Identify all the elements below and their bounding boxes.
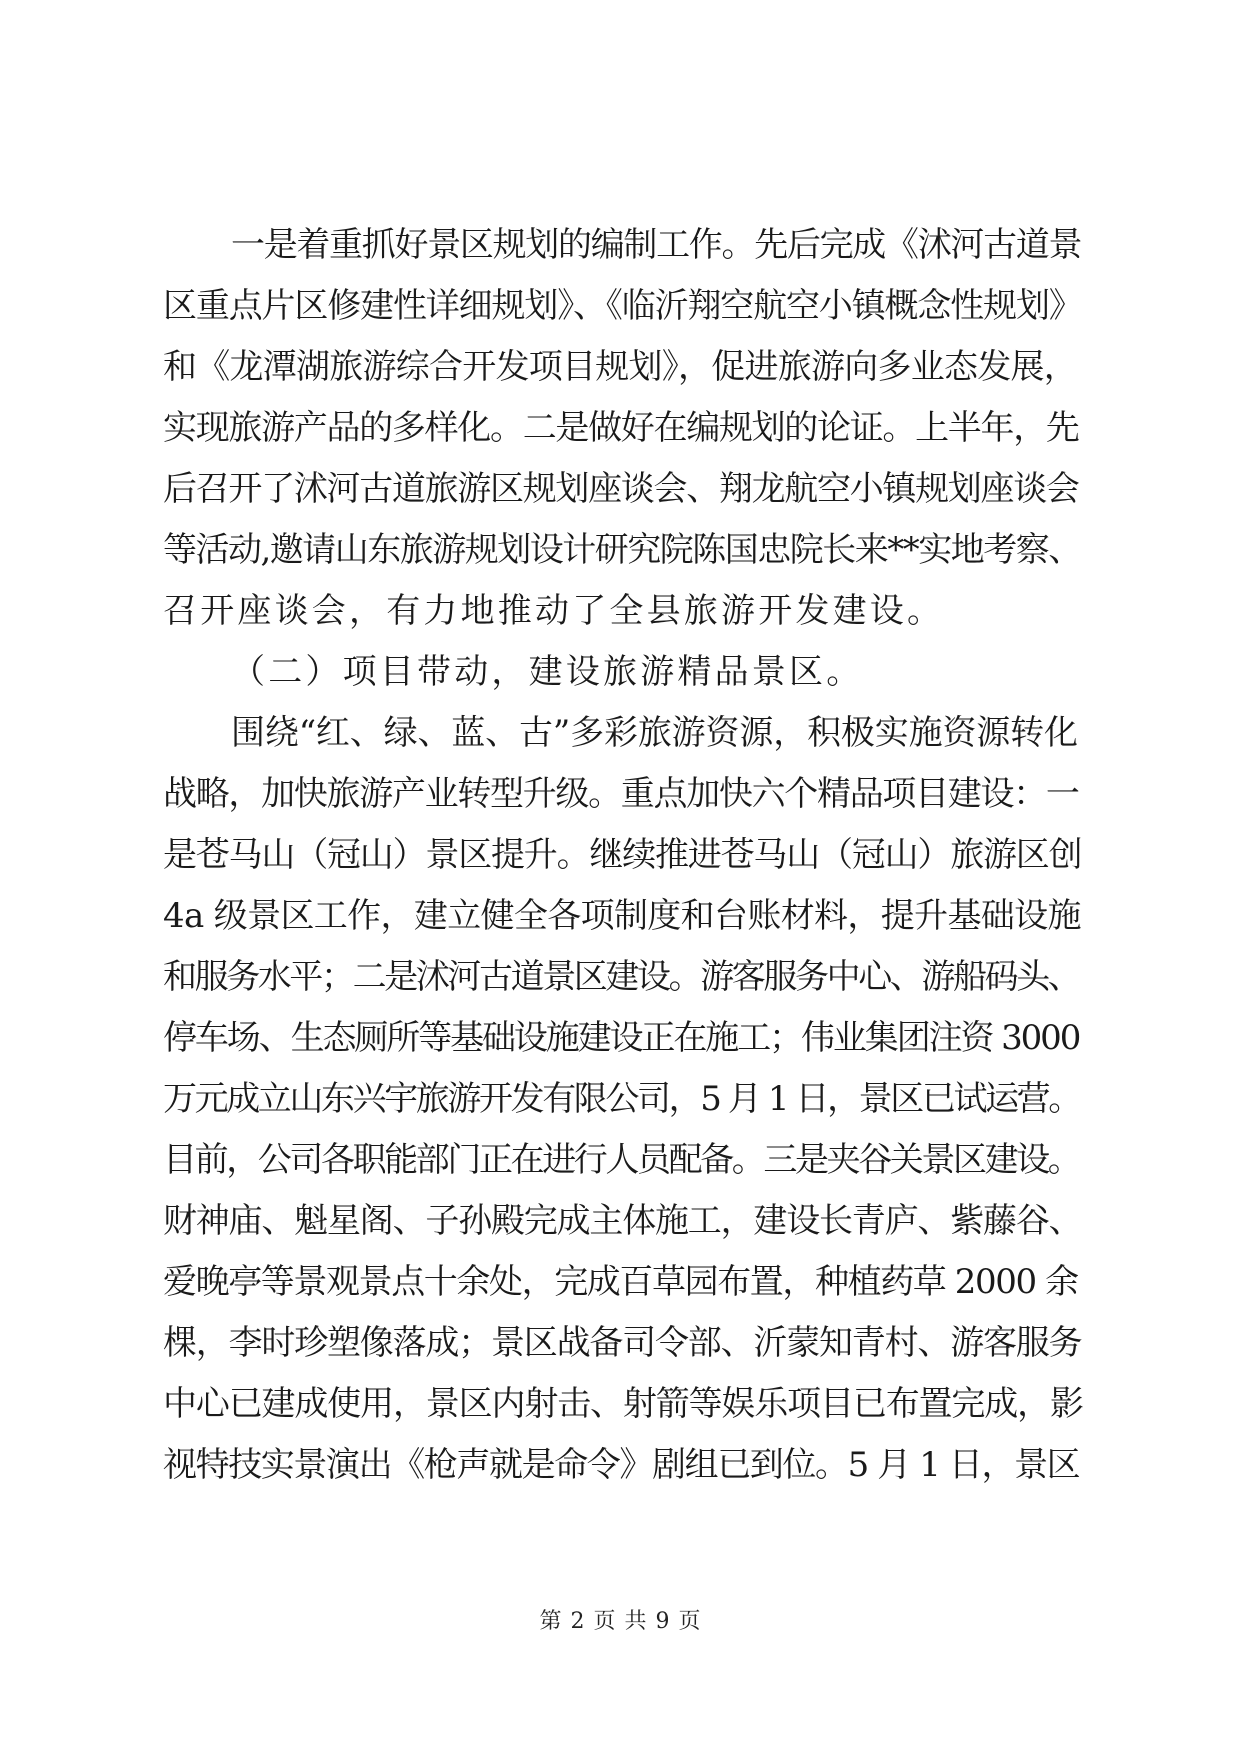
text-line: 实现旅游产品的多样化。二是做好在编规划的论证。上半年，先 <box>163 408 1079 448</box>
text-line: 爱晚亭等景观景点十余处，完成百草园布置，种植药草 2000 余 <box>163 1262 1078 1302</box>
text-line: 停车场、生态厕所等基础设施建设正在施工；伟业集团注资 3000 <box>163 1018 1080 1058</box>
text-line: 中心已建成使用，景区内射击、射箭等娱乐项目已布置完成，影 <box>163 1384 1083 1424</box>
text-line: 财神庙、魁星阁、子孙殿完成主体施工，建设长青庐、紫藤谷、 <box>163 1201 1082 1241</box>
text-line: 后召开了沭河古道旅游区规划座谈会、翔龙航空小镇规划座谈会 <box>163 469 1079 509</box>
text-line: 视特技实景演出《枪声就是命令》剧组已到位。5 月 1 日，景区 <box>163 1445 1080 1485</box>
section-heading: （二）项目带动，建设旅游精品景区。 <box>231 652 864 692</box>
text-line: 和《龙潭湖旅游综合开发项目规划》，促进旅游向多业态发展， <box>163 347 1077 387</box>
text-line: 围绕“红、绿、蓝、古”多彩旅游资源，积极实施资源转化 <box>231 713 1078 753</box>
text-line: 和服务水平；二是沭河古道景区建设。游客服务中心、游船码头、 <box>163 957 1080 997</box>
page-number-footer: 第 2 页 共 9 页 <box>539 1609 702 1634</box>
text-line: 区重点片区修建性详细规划》、《临沂翔空航空小镇概念性规划》 <box>163 286 1082 326</box>
text-line: 4a 级景区工作，建立健全各项制度和台账材料，提升基础设施 <box>163 896 1081 936</box>
text-line: 目前，公司各职能部门正在进行人员配备。三是夹谷关景区建设。 <box>163 1140 1080 1180</box>
text-line: 召开座谈会，有力地推动了全县旅游开发建设。 <box>163 591 945 631</box>
text-line: 万元成立山东兴宇旅游开发有限公司，5 月 1 日，景区已试运营。 <box>163 1079 1080 1119</box>
text-line: 等活动,邀请山东旅游规划设计研究院陈国忠院长来**实地考察、 <box>163 530 1081 570</box>
text-line: 棵，李时珍塑像落成；景区战备司令部、沂蒙知青村、游客服务 <box>163 1323 1082 1363</box>
text-line: 一是着重抓好景区规划的编制工作。先后完成《沭河古道景 <box>231 225 1082 265</box>
text-line: 是苍马山（冠山）景区提升。继续推进苍马山（冠山）旅游区创 <box>163 835 1082 875</box>
text-line: 战略，加快旅游产业转型升级。重点加快六个精品项目建设：一 <box>163 774 1079 814</box>
